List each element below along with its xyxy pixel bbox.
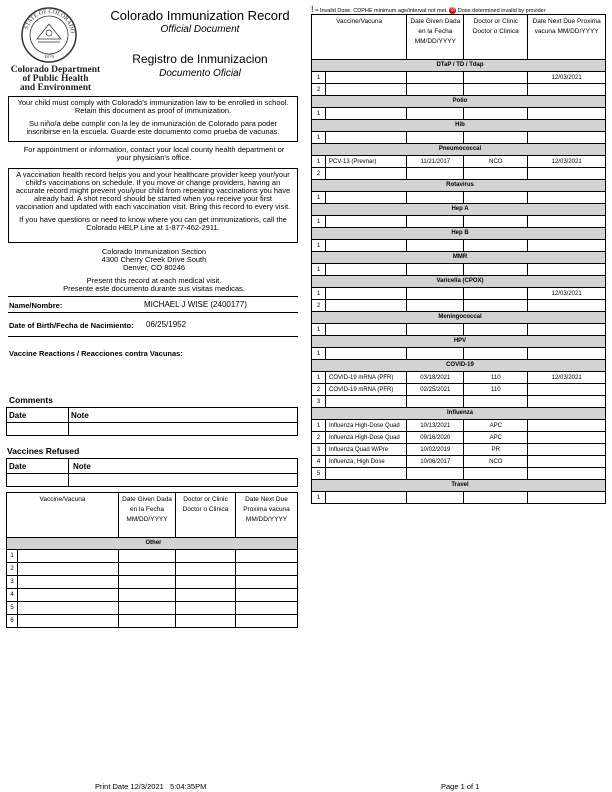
vaccine-group-header — [312, 480, 606, 492]
vaccine-row — [312, 72, 606, 84]
vaccine-name-cell — [7, 615, 119, 628]
vaccine-name-cell — [326, 492, 407, 504]
doc-title: Colorado Immunization Record — [110, 8, 290, 23]
vaccine-name-cell — [326, 108, 407, 120]
group-name: Meningococcal — [312, 312, 606, 324]
clinic-cell: 110 — [464, 384, 528, 396]
other-vaccine-table — [6, 492, 298, 628]
clinic-cell — [464, 468, 528, 480]
dob-label: Date of Birth/Fecha de Nacimiento: — [9, 321, 134, 330]
row-number: 1 — [312, 324, 326, 336]
date-given-cell — [407, 240, 464, 252]
date-given-cell — [119, 615, 176, 628]
date-given-cell — [119, 550, 176, 563]
next-due-cell — [528, 300, 606, 312]
refused-table — [6, 458, 298, 487]
row-number: 1 — [312, 288, 326, 300]
print-date: Print Date 12/3/2021 5:04:35PM — [95, 782, 207, 791]
row-number: 2 — [312, 384, 326, 396]
date-given-cell — [407, 396, 464, 408]
refused-date-cell — [7, 474, 69, 487]
clinic-cell: APC — [464, 420, 528, 432]
vaccine-name-cell — [7, 550, 119, 563]
row-number: 1 — [312, 264, 326, 276]
row-number: 1 — [312, 240, 326, 252]
help-text: If you have questions or need to know where you can get immunizations, call the Colorado HELP Line at 1-877-462-2911. — [19, 215, 287, 232]
row-number: 1 — [312, 72, 326, 84]
next-due-cell — [236, 563, 298, 576]
next-due-cell — [528, 384, 606, 396]
row-number: 5 — [312, 468, 326, 480]
date-given-cell — [407, 264, 464, 276]
clinic-cell — [464, 240, 528, 252]
date-given-cell: 10/02/2019 — [407, 444, 464, 456]
next-due-cell — [528, 168, 606, 180]
vaccine-row — [312, 348, 606, 360]
group-name: Varicella (CPOX) — [312, 276, 606, 288]
group-name: Pneumococcal — [312, 144, 606, 156]
contact-text: For appointment or information, contact your local county health department or your physician's office. — [23, 145, 285, 162]
date-given-cell — [407, 288, 464, 300]
next-due-cell: 12/03/2021 — [528, 288, 606, 300]
seal-text: STATE OF COLORADO — [23, 8, 76, 34]
vaccine-group-header — [312, 336, 606, 348]
vaccine-group-header — [312, 120, 606, 132]
vaccine-row — [312, 420, 606, 432]
date-given-cell — [407, 468, 464, 480]
divider — [8, 312, 298, 313]
vaccine-group-header — [312, 204, 606, 216]
vaccine-row — [312, 108, 606, 120]
vaccine-name-cell — [326, 324, 407, 336]
clinic-cell — [464, 168, 528, 180]
next-due-cell — [528, 456, 606, 468]
col-doctor-header: Doctor or Clinic Doctor o Clinica — [176, 493, 236, 538]
clinic-cell: 110 — [464, 372, 528, 384]
vaccine-row — [312, 372, 606, 384]
next-due-cell — [236, 615, 298, 628]
next-due-cell — [528, 216, 606, 228]
vaccine-row — [312, 396, 606, 408]
clinic-cell — [464, 132, 528, 144]
group-name: COVID-19 — [312, 360, 606, 372]
vaccine-group-header — [312, 408, 606, 420]
clinic-cell — [464, 84, 528, 96]
law-text: Your child must comply with Colorado's immunization law to be enrolled in school. Retain this document as proof of immunization. — [17, 98, 289, 115]
vaccine-group-header — [312, 144, 606, 156]
group-name: HPV — [312, 336, 606, 348]
vaccine-name-cell: PCV-13 (Prevnar) — [326, 156, 407, 168]
present-text-es: Presente este documento durante sus visitas medicas. — [63, 284, 245, 293]
page-number: Page 1 of 1 — [441, 782, 480, 791]
prohibited-icon: ⊘ — [450, 7, 456, 14]
vaccine-name-cell — [326, 168, 407, 180]
clinic-cell: NCO — [464, 156, 528, 168]
vaccine-name-cell — [7, 563, 119, 576]
date-given-cell — [407, 192, 464, 204]
clinic-cell — [176, 576, 236, 589]
date-given-cell — [119, 563, 176, 576]
group-name: MMR — [312, 252, 606, 264]
date-given-cell — [119, 576, 176, 589]
date-given-cell — [407, 324, 464, 336]
vaccine-row — [312, 216, 606, 228]
address-line: Denver, CO 80246 — [122, 263, 186, 272]
invalid-dose-icon: ! — [311, 5, 314, 14]
next-due-cell — [528, 348, 606, 360]
vaccine-row — [312, 492, 606, 504]
vaccine-row — [312, 132, 606, 144]
seal-year: 1876 — [44, 55, 54, 60]
date-given-cell — [407, 84, 464, 96]
group-name: Hib — [312, 120, 606, 132]
row-number: 6 — [7, 615, 18, 627]
vaccine-row — [312, 468, 606, 480]
date-given-cell — [407, 492, 464, 504]
reactions-label: Vaccine Reactions / Reacciones contra Vacunas: — [9, 349, 183, 358]
vaccine-row — [312, 432, 606, 444]
comments-table — [6, 407, 298, 436]
vaccine-row — [312, 156, 606, 168]
clinic-cell: NCO — [464, 456, 528, 468]
next-due-cell — [236, 550, 298, 563]
vaccine-row — [312, 288, 606, 300]
vaccine-name-cell — [326, 240, 407, 252]
dept-line: and Environment — [19, 83, 92, 93]
next-due-cell — [528, 108, 606, 120]
registry-notice — [8, 168, 298, 243]
date-given-cell: 03/18/2021 — [407, 372, 464, 384]
date-given-cell: 11/21/2017 — [407, 156, 464, 168]
date-given-cell: 10/13/2021 — [407, 420, 464, 432]
vaccine-row — [7, 602, 298, 615]
row-number: 2 — [312, 432, 326, 444]
dept-line: of Public Health — [22, 74, 89, 84]
group-name: DTaP / TD / Tdap — [312, 60, 606, 72]
vaccine-name-cell: Influenza High-Dose Quad — [326, 420, 407, 432]
vaccine-group-header — [312, 360, 606, 372]
next-due-cell — [528, 396, 606, 408]
next-due-cell — [528, 420, 606, 432]
doc-subtitle-es: Documento Oficial — [159, 68, 241, 79]
row-number: 3 — [312, 444, 326, 456]
vaccine-name-cell: Influenza Quad W/Pre — [326, 444, 407, 456]
clinic-cell — [176, 563, 236, 576]
group-name: Other — [7, 538, 298, 550]
next-due-cell — [236, 589, 298, 602]
refused-title: Vaccines Refused — [7, 446, 80, 456]
doc-subtitle: Official Document — [160, 24, 240, 35]
state-seal — [20, 6, 78, 64]
vaccine-name-cell — [326, 72, 407, 84]
registry-text: A vaccination health record helps you and your healthcare provider keep your/your child's vaccinations on schedule. If you move or change providers, having an accurate record might prevent you/your child from repeating vaccinations you have already had. A shot record should be started when you receive your first vaccination and updated with each vaccination visit. Bring this record to every visit. — [15, 170, 291, 211]
next-due-cell: 12/03/2021 — [528, 156, 606, 168]
clinic-cell — [464, 216, 528, 228]
row-number: 4 — [7, 589, 18, 601]
clinic-cell — [176, 550, 236, 563]
row-number: 1 — [7, 550, 18, 562]
vaccine-name-cell — [326, 396, 407, 408]
group-name: Influenza — [312, 408, 606, 420]
row-number: 5 — [7, 602, 18, 614]
vaccine-name-cell — [326, 348, 407, 360]
doc-title-es: Registro de Inmunizacion — [132, 52, 268, 66]
row-number: 2 — [312, 168, 326, 180]
comments-title: Comments — [9, 395, 53, 405]
vaccine-table — [311, 14, 606, 504]
date-given-cell — [407, 300, 464, 312]
next-due-cell: 12/03/2021 — [528, 72, 606, 84]
comments-date-header: Date — [7, 408, 69, 423]
row-number: 1 — [312, 108, 326, 120]
vaccine-row — [312, 456, 606, 468]
group-name: Rotavirus — [312, 180, 606, 192]
dept-logo — [8, 66, 103, 93]
date-given-cell — [407, 132, 464, 144]
vaccine-row — [7, 550, 298, 563]
vaccine-group-header — [312, 60, 606, 72]
col-doctor-header: Doctor or Clinic Doctor o Clinica — [464, 15, 528, 60]
vaccine-row — [312, 384, 606, 396]
group-name: Hep B — [312, 228, 606, 240]
clinic-cell: PR — [464, 444, 528, 456]
date-given-cell: 02/25/2021 — [407, 384, 464, 396]
address-line: 4300 Cherry Creek Drive South — [101, 255, 207, 264]
clinic-cell — [464, 108, 528, 120]
clinic-cell — [176, 602, 236, 615]
vaccine-name-cell — [7, 576, 119, 589]
vaccine-group-header — [312, 252, 606, 264]
next-due-cell — [528, 432, 606, 444]
vaccine-name-cell — [326, 192, 407, 204]
vaccine-row — [312, 264, 606, 276]
refused-note-header: Note — [69, 459, 298, 474]
vaccine-group-header — [7, 538, 298, 550]
vaccine-name-cell: Influenza High-Dose Quad — [326, 432, 407, 444]
vaccine-group-header — [312, 96, 606, 108]
vaccine-name-cell — [326, 288, 407, 300]
address-line: Colorado Immunization Section — [101, 247, 207, 256]
col-given-header: Date Given Dada en la Fecha MM/DD/YYYY — [119, 493, 176, 538]
next-due-cell — [236, 576, 298, 589]
group-name: Hep A — [312, 204, 606, 216]
vaccine-name-cell — [326, 468, 407, 480]
vaccine-row — [312, 240, 606, 252]
clinic-cell — [464, 288, 528, 300]
row-number: 2 — [7, 563, 18, 575]
vaccine-row — [312, 444, 606, 456]
refused-note-cell — [69, 474, 298, 487]
next-due-cell — [528, 84, 606, 96]
row-number: 2 — [312, 84, 326, 96]
dept-line: Colorado Department — [10, 65, 101, 75]
group-name: Travel — [312, 480, 606, 492]
next-due-cell — [528, 444, 606, 456]
law-text-es: Su niño/a debe cumplir con la ley de inmunización de Colorado para poder inscribirse en la escuela. Guarde este documento como prueba de vacunas. — [26, 119, 280, 136]
vaccine-row — [7, 615, 298, 628]
date-given-cell: 09/16/2020 — [407, 432, 464, 444]
patient-dob: 06/25/1952 — [146, 320, 187, 329]
vaccine-row — [7, 576, 298, 589]
clinic-cell — [464, 300, 528, 312]
date-given-cell — [119, 589, 176, 602]
vaccine-name-cell — [326, 84, 407, 96]
col-next-header: Date Next Due Proxima vacuna MM/DD/YYYY — [528, 15, 606, 60]
divider — [8, 336, 298, 337]
vaccine-name-cell: COVID-19 mRNA (PFR) — [326, 372, 407, 384]
next-due-cell — [528, 132, 606, 144]
invalid-text: = Invalid Dose. CDPHE minimum age/interval not met. — [315, 8, 448, 14]
clinic-cell: APC — [464, 432, 528, 444]
law-notice — [8, 96, 298, 142]
row-number: 1 — [312, 492, 326, 504]
next-due-cell — [528, 240, 606, 252]
clinic-cell — [464, 324, 528, 336]
col-given-header: Date Given Dada en la Fecha MM/DD/YYYY — [407, 15, 464, 60]
row-number: 1 — [312, 132, 326, 144]
clinic-cell — [464, 72, 528, 84]
date-given-cell — [407, 168, 464, 180]
row-number: 1 — [312, 372, 326, 384]
date-given-cell — [119, 602, 176, 615]
clinic-cell — [176, 615, 236, 628]
vaccine-group-header — [312, 228, 606, 240]
vaccine-group-header — [312, 180, 606, 192]
divider — [8, 296, 298, 297]
vaccine-name-cell — [326, 216, 407, 228]
vaccine-row — [7, 589, 298, 602]
vaccine-row — [312, 84, 606, 96]
vaccine-name-cell: Influenza, High Dose — [326, 456, 407, 468]
row-number: 2 — [312, 300, 326, 312]
clinic-cell — [464, 264, 528, 276]
row-number: 4 — [312, 456, 326, 468]
date-given-cell: 10/06/2017 — [407, 456, 464, 468]
row-number: 1 — [312, 192, 326, 204]
next-due-cell — [528, 492, 606, 504]
row-number: 1 — [312, 420, 326, 432]
clinic-cell — [464, 192, 528, 204]
row-number: 1 — [312, 216, 326, 228]
comment-date-cell — [7, 423, 69, 436]
vaccine-group-header — [312, 312, 606, 324]
provider-text: Dose determined invalid by provider — [457, 8, 546, 14]
vaccine-name-cell — [326, 264, 407, 276]
next-due-cell — [236, 602, 298, 615]
section-address — [30, 248, 278, 293]
next-due-cell: 12/03/2021 — [528, 372, 606, 384]
row-number: 3 — [7, 576, 18, 588]
refused-date-header: Date — [7, 459, 69, 474]
vaccine-name-cell — [7, 589, 119, 602]
clinic-cell — [464, 348, 528, 360]
next-due-cell — [528, 468, 606, 480]
next-due-cell — [528, 324, 606, 336]
vaccine-name-cell — [326, 132, 407, 144]
date-given-cell — [407, 108, 464, 120]
date-given-cell — [407, 216, 464, 228]
vaccine-name-cell — [326, 300, 407, 312]
next-due-cell — [528, 192, 606, 204]
clinic-cell — [464, 492, 528, 504]
vaccine-row — [312, 168, 606, 180]
vaccine-row — [312, 324, 606, 336]
vaccine-name-cell — [7, 602, 119, 615]
patient-name: MICHAEL J WISE (2400177) — [144, 300, 247, 309]
row-number: 1 — [312, 156, 326, 168]
comments-note-header: Note — [69, 408, 298, 423]
vaccine-row — [312, 300, 606, 312]
group-name: Polio — [312, 96, 606, 108]
row-number: 1 — [312, 348, 326, 360]
col-vaccine-header: Vaccine/Vacuna — [7, 493, 119, 538]
row-number: 3 — [312, 396, 326, 408]
vaccine-group-header — [312, 276, 606, 288]
next-due-cell — [528, 264, 606, 276]
clinic-cell — [176, 589, 236, 602]
col-vaccine-header: Vaccine/Vacuna — [312, 15, 407, 60]
vaccine-row — [312, 192, 606, 204]
date-given-cell — [407, 72, 464, 84]
name-label: Name/Nombre: — [9, 301, 63, 310]
vaccine-name-cell: COVID-19 mRNA (PFR) — [326, 384, 407, 396]
date-given-cell — [407, 348, 464, 360]
col-next-header: Date Next Due Proxima vacuna MM/DD/YYYY — [236, 493, 298, 538]
vaccine-row — [7, 563, 298, 576]
comment-note-cell — [69, 423, 298, 436]
present-text: Present this record at each medical visit. — [86, 276, 222, 285]
clinic-cell — [464, 396, 528, 408]
